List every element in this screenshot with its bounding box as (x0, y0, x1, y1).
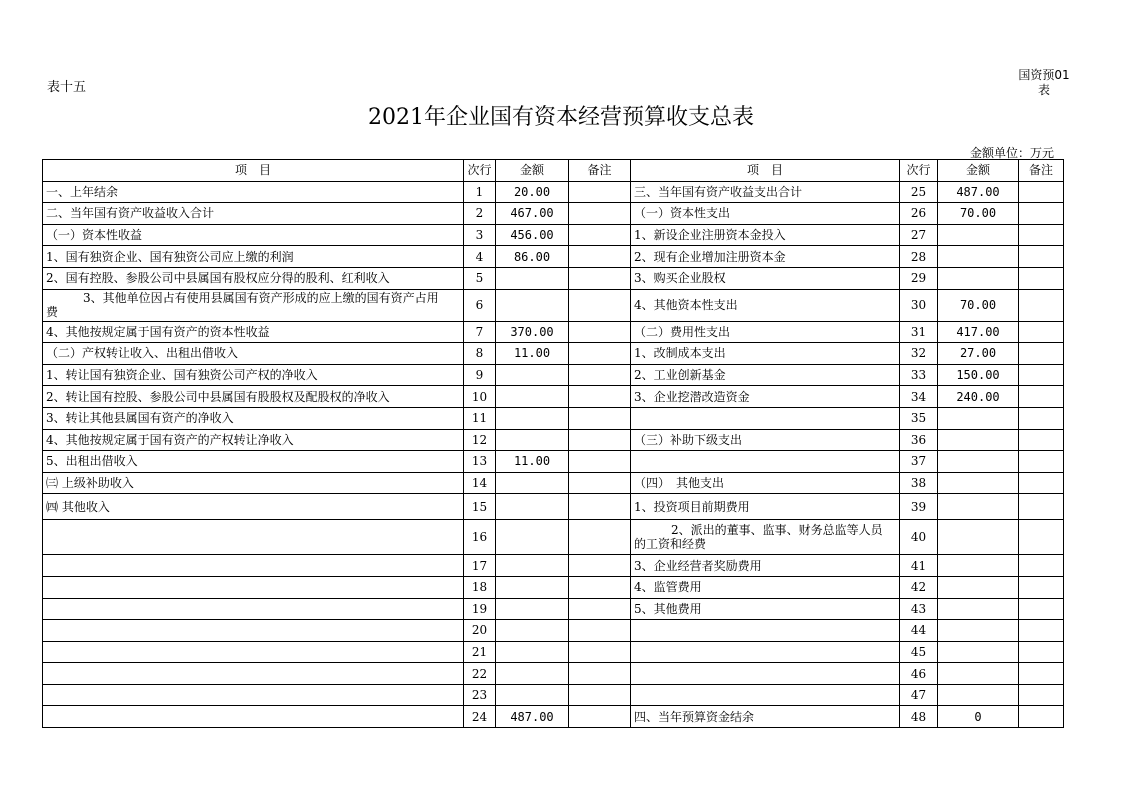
right-row-no: 32 (900, 343, 938, 365)
right-amount: 417.00 (938, 321, 1019, 343)
left-amount (496, 267, 569, 289)
right-row-no: 30 (900, 289, 938, 321)
left-row-no: 15 (464, 494, 496, 520)
left-item (43, 641, 464, 663)
right-row-no: 36 (900, 429, 938, 451)
right-row-no: 29 (900, 267, 938, 289)
left-item: 5、出租出借收入 (43, 451, 464, 473)
left-item: 2、国有控股、参股公司中县属国有股权应分得的股利、红利收入 (43, 267, 464, 289)
right-amount (938, 224, 1019, 246)
left-remark (569, 386, 631, 408)
left-remark (569, 181, 631, 203)
left-row-no: 9 (464, 364, 496, 386)
right-item: （一）资本性支出 (631, 203, 900, 225)
left-item (43, 663, 464, 685)
right-amount (938, 429, 1019, 451)
left-remark (569, 576, 631, 598)
right-remark (1019, 181, 1064, 203)
left-amount (496, 407, 569, 429)
left-item: ㈢ 上级补助收入 (43, 472, 464, 494)
left-remark (569, 364, 631, 386)
left-remark (569, 684, 631, 706)
col-header-right-row-no: 次行 (900, 160, 938, 182)
left-item (43, 289, 464, 321)
col-header-right-remark: 备注 (1019, 160, 1064, 182)
right-item: 3、购买企业股权 (631, 267, 900, 289)
right-amount: 240.00 (938, 386, 1019, 408)
budget-table (42, 159, 1064, 728)
right-amount: 487.00 (938, 181, 1019, 203)
right-amount (938, 494, 1019, 520)
right-remark (1019, 364, 1064, 386)
left-amount: 487.00 (496, 706, 569, 728)
right-row-no: 44 (900, 620, 938, 642)
col-header-left-row-no: 次行 (464, 160, 496, 182)
left-amount (496, 289, 569, 321)
right-item: （二）费用性支出 (631, 321, 900, 343)
left-amount (496, 364, 569, 386)
left-item (43, 684, 464, 706)
left-item: 4、其他按规定属于国有资产的产权转让净收入 (43, 429, 464, 451)
right-row-no: 25 (900, 181, 938, 203)
table-row (43, 224, 1064, 246)
right-remark (1019, 407, 1064, 429)
right-remark (1019, 663, 1064, 685)
left-remark (569, 267, 631, 289)
right-item-line2: 的工资和经费 (634, 537, 707, 552)
right-row-no: 27 (900, 224, 938, 246)
right-row-no: 31 (900, 321, 938, 343)
left-amount: 370.00 (496, 321, 569, 343)
left-item: 4、其他按规定属于国有资产的资本性收益 (43, 321, 464, 343)
col-header-left-item: 项 目 (43, 160, 464, 182)
right-row-no: 39 (900, 494, 938, 520)
right-row-no: 33 (900, 364, 938, 386)
right-row-no: 42 (900, 576, 938, 598)
right-item: 3、企业经营者奖励费用 (631, 555, 900, 577)
right-amount (938, 684, 1019, 706)
left-amount (496, 641, 569, 663)
table-row (43, 386, 1064, 408)
right-amount (938, 451, 1019, 473)
right-remark (1019, 598, 1064, 620)
left-remark (569, 706, 631, 728)
right-item (631, 684, 900, 706)
left-row-no: 12 (464, 429, 496, 451)
left-row-no: 4 (464, 246, 496, 268)
left-remark (569, 321, 631, 343)
right-item: 1、投资项目前期费用 (631, 494, 900, 520)
left-item (43, 620, 464, 642)
right-remark (1019, 576, 1064, 598)
col-header-right-item: 项 目 (631, 160, 900, 182)
amount-unit: 金额单位：万元 (969, 146, 1054, 160)
right-remark (1019, 386, 1064, 408)
right-item (631, 451, 900, 473)
left-row-no: 23 (464, 684, 496, 706)
right-amount (938, 520, 1019, 555)
left-amount (496, 663, 569, 685)
table-row (43, 706, 1064, 728)
table-row (43, 663, 1064, 685)
table-row (43, 598, 1064, 620)
right-row-no: 40 (900, 520, 938, 555)
left-row-no: 16 (464, 520, 496, 555)
left-remark (569, 224, 631, 246)
left-remark (569, 246, 631, 268)
left-item (43, 598, 464, 620)
right-amount (938, 641, 1019, 663)
right-remark (1019, 494, 1064, 520)
right-item (631, 620, 900, 642)
right-remark (1019, 520, 1064, 555)
right-remark (1019, 321, 1064, 343)
right-item (631, 520, 900, 555)
left-item: 2、转让国有控股、参股公司中县属国有股股权及配股权的净收入 (43, 386, 464, 408)
left-row-no: 21 (464, 641, 496, 663)
left-amount (496, 555, 569, 577)
right-row-no: 43 (900, 598, 938, 620)
table-row (43, 364, 1064, 386)
table-row (43, 343, 1064, 365)
right-row-no: 45 (900, 641, 938, 663)
table-row (43, 407, 1064, 429)
left-item (43, 555, 464, 577)
right-remark (1019, 429, 1064, 451)
left-item (43, 520, 464, 555)
left-row-no: 6 (464, 289, 496, 321)
table-row (43, 555, 1064, 577)
right-amount: 150.00 (938, 364, 1019, 386)
left-remark (569, 555, 631, 577)
left-row-no: 18 (464, 576, 496, 598)
right-row-no: 38 (900, 472, 938, 494)
right-remark (1019, 555, 1064, 577)
left-item-line2: 费 (46, 305, 59, 320)
left-row-no: 1 (464, 181, 496, 203)
left-row-no: 19 (464, 598, 496, 620)
table-row (43, 641, 1064, 663)
left-remark (569, 620, 631, 642)
left-amount: 86.00 (496, 246, 569, 268)
right-item: （三）补助下级支出 (631, 429, 900, 451)
right-row-no: 47 (900, 684, 938, 706)
right-remark (1019, 224, 1064, 246)
right-item-line1: 2、派出的董事、监事、财务总监等人员 (671, 523, 883, 538)
left-amount (496, 576, 569, 598)
left-remark (569, 520, 631, 555)
table-header-row (43, 160, 1064, 182)
right-item: 1、改制成本支出 (631, 343, 900, 365)
right-remark (1019, 684, 1064, 706)
right-remark (1019, 343, 1064, 365)
right-remark (1019, 620, 1064, 642)
left-row-no: 8 (464, 343, 496, 365)
right-remark (1019, 451, 1064, 473)
form-code-line1: 国资预01 (1018, 68, 1070, 82)
right-item: 三、当年国有资产收益支出合计 (631, 181, 900, 203)
right-amount (938, 407, 1019, 429)
left-item: 一、上年结余 (43, 181, 464, 203)
right-remark (1019, 203, 1064, 225)
form-code (1014, 68, 1074, 98)
left-row-no: 14 (464, 472, 496, 494)
right-row-no: 35 (900, 407, 938, 429)
right-amount (938, 267, 1019, 289)
left-row-no: 17 (464, 555, 496, 577)
table-row (43, 494, 1064, 520)
left-row-no: 22 (464, 663, 496, 685)
table-row (43, 472, 1064, 494)
left-item (43, 576, 464, 598)
right-item: 4、监管费用 (631, 576, 900, 598)
left-row-no: 5 (464, 267, 496, 289)
table-row (43, 203, 1064, 225)
right-row-no: 34 (900, 386, 938, 408)
left-remark (569, 472, 631, 494)
left-row-no: 11 (464, 407, 496, 429)
left-remark (569, 641, 631, 663)
left-item: 二、当年国有资产收益收入合计 (43, 203, 464, 225)
table-row (43, 451, 1064, 473)
table-number: 表十五 (47, 80, 87, 95)
table-row (43, 520, 1064, 555)
left-item (43, 706, 464, 728)
right-amount: 70.00 (938, 289, 1019, 321)
left-item-line1: 3、其他单位因占有使用县属国有资产形成的应上缴的国有资产占用 (83, 291, 439, 306)
left-row-no: 3 (464, 224, 496, 246)
left-amount (496, 386, 569, 408)
form-code-line2: 表 (1037, 83, 1050, 97)
left-row-no: 13 (464, 451, 496, 473)
right-amount (938, 663, 1019, 685)
left-remark (569, 663, 631, 685)
right-remark (1019, 472, 1064, 494)
left-remark (569, 494, 631, 520)
table-row (43, 321, 1064, 343)
left-row-no: 2 (464, 203, 496, 225)
left-amount: 456.00 (496, 224, 569, 246)
right-amount (938, 472, 1019, 494)
table-row (43, 246, 1064, 268)
left-remark (569, 451, 631, 473)
right-amount: 0 (938, 706, 1019, 728)
right-amount (938, 246, 1019, 268)
left-row-no: 7 (464, 321, 496, 343)
right-amount (938, 620, 1019, 642)
left-amount: 20.00 (496, 181, 569, 203)
right-amount (938, 598, 1019, 620)
table-row (43, 684, 1064, 706)
left-amount (496, 472, 569, 494)
left-row-no: 10 (464, 386, 496, 408)
left-item: （二）产权转让收入、出租出借收入 (43, 343, 464, 365)
table-row (43, 620, 1064, 642)
left-amount: 467.00 (496, 203, 569, 225)
left-item: 1、转让国有独资企业、国有独资公司产权的净收入 (43, 364, 464, 386)
left-remark (569, 407, 631, 429)
table-row (43, 289, 1064, 321)
table-row (43, 181, 1064, 203)
left-amount: 11.00 (496, 343, 569, 365)
left-amount (496, 520, 569, 555)
col-header-right-amount: 金额 (938, 160, 1019, 182)
right-item: 2、工业创新基金 (631, 364, 900, 386)
table-row (43, 429, 1064, 451)
left-remark (569, 429, 631, 451)
left-item: 1、国有独资企业、国有独资公司应上缴的利润 (43, 246, 464, 268)
col-header-left-amount: 金额 (496, 160, 569, 182)
right-row-no: 46 (900, 663, 938, 685)
right-item: 1、新设企业注册资本金投入 (631, 224, 900, 246)
right-remark (1019, 641, 1064, 663)
right-amount (938, 555, 1019, 577)
right-item: （四） 其他支出 (631, 472, 900, 494)
left-amount (496, 684, 569, 706)
page-title: 2021年企业国有资本经营预算收支总表 (368, 105, 754, 130)
right-item (631, 663, 900, 685)
left-remark (569, 289, 631, 321)
right-remark (1019, 289, 1064, 321)
right-row-no: 28 (900, 246, 938, 268)
left-remark (569, 343, 631, 365)
right-amount: 70.00 (938, 203, 1019, 225)
left-item: （一）资本性收益 (43, 224, 464, 246)
right-row-no: 26 (900, 203, 938, 225)
right-item: 5、其他费用 (631, 598, 900, 620)
left-amount: 11.00 (496, 451, 569, 473)
left-remark (569, 203, 631, 225)
right-item (631, 641, 900, 663)
right-amount: 27.00 (938, 343, 1019, 365)
right-amount (938, 576, 1019, 598)
right-remark (1019, 706, 1064, 728)
right-item: 2、现有企业增加注册资本金 (631, 246, 900, 268)
left-remark (569, 598, 631, 620)
table-row (43, 267, 1064, 289)
right-item: 4、其他资本性支出 (631, 289, 900, 321)
right-row-no: 48 (900, 706, 938, 728)
right-item: 3、企业挖潜改造资金 (631, 386, 900, 408)
left-amount (496, 598, 569, 620)
left-item: ㈣ 其他收入 (43, 494, 464, 520)
left-amount (496, 494, 569, 520)
left-item: 3、转让其他县属国有资产的净收入 (43, 407, 464, 429)
left-amount (496, 429, 569, 451)
left-row-no: 20 (464, 620, 496, 642)
table-row (43, 576, 1064, 598)
right-item: 四、当年预算资金结余 (631, 706, 900, 728)
right-item (631, 407, 900, 429)
right-remark (1019, 246, 1064, 268)
right-row-no: 41 (900, 555, 938, 577)
right-remark (1019, 267, 1064, 289)
left-amount (496, 620, 569, 642)
left-row-no: 24 (464, 706, 496, 728)
right-row-no: 37 (900, 451, 938, 473)
col-header-left-remark: 备注 (569, 160, 631, 182)
